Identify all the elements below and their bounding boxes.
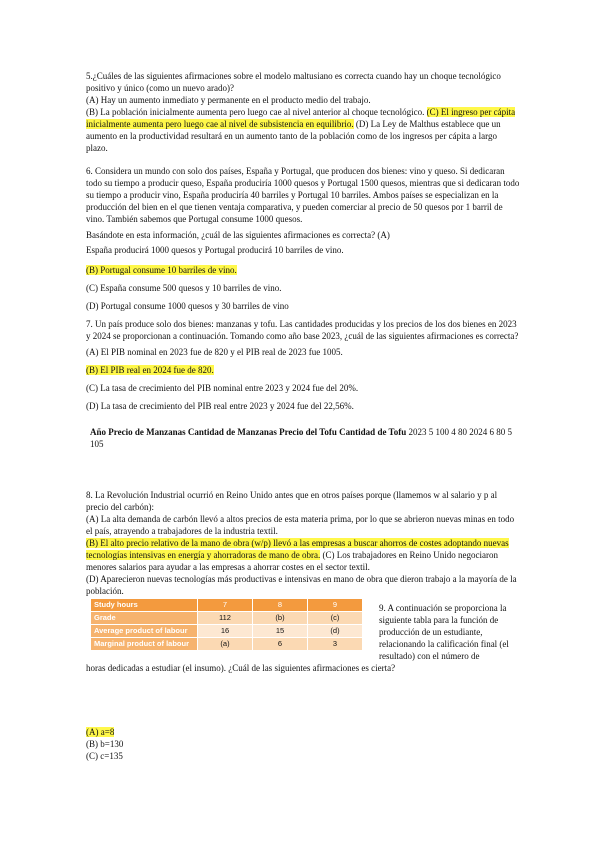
table-row-label: Study hours [91,599,198,612]
question-5-option-b: (B) La población inicialmente aumenta pero luego cae al nivel anterior al choque tecnológico. [86,107,425,117]
table-row-label: Marginal product of labour [91,638,198,651]
question-9-stem-continued-wrapper [86,662,520,674]
question-6 [86,165,520,312]
table-cell: 16 [198,625,253,638]
question-8 [86,489,520,597]
table-row-label: Grade [91,612,198,625]
question-5-option-d: (D) La Ley de Malthus establece que un aumento en la productividad resultará en un aumento tanto de la población como de los ingresos per cápita a largo plazo. [86,119,501,153]
question-6-option-a: España producirá 1000 quesos y Portugal producirá 10 barriles de vino. [86,245,344,255]
question-9-stem-continued: horas dedicadas a estudiar (el insumo). ¿Cuál de las siguientes afirmaciones es cierta? [86,663,396,673]
question-7-table-text [86,426,520,450]
table-cell: (c) [308,612,363,625]
question-9-options [86,726,520,762]
table-row-label: Average product of labour [91,625,198,638]
question-9-stem: 9. A continuación se proporciona la siguiente tabla para la función de producción de un estudiante, relacionando la calificación final (el resultado) con el número de [379,603,509,661]
question-6-option-d: (D) Portugal consume 1000 quesos y 30 barriles de vino [86,301,289,311]
question-6-stem: 6. Considera un mundo con solo dos países, España y Portugal, que producen dos bienes: vino y queso. Si dedicaran todo su tiempo a producir queso, España produciría 1000 quesos y Portugal 1500 quesos, mientras que si dedicaran todo su tiempo a producir vino, España produciría 40 barriles y Portugal 10 barriles. Ambos países se especializan en la producción del bien en el que tienen ventaja comparativa, y pueden comerciar al precio de 50 quesos por 1 barril de vino. También sabemos que Portugal consume 1000 quesos. [86,166,520,224]
question-7-table-values: 2023 5 100 4 80 2024 6 80 5 105 [90,427,512,449]
question-7-table-header: Año Precio de Manzanas Cantidad de Manzanas Precio del Tofu Cantidad de Tofu [90,427,407,437]
table-cell: 9 [308,599,363,612]
table-cell: 3 [308,638,363,651]
table-cell: 8 [253,599,308,612]
table-cell: 112 [198,612,253,625]
question-6-prompt: Basándote en esta información, ¿cuál de las siguientes afirmaciones es correcta? (A) [86,230,390,240]
question-5-option-c-highlighted: (C) El ingreso per cápita inicialmente aumenta pero luego cae al nivel de subsistencia en equilibrio. [86,107,516,129]
question-5-option-a: (A) Hay un aumento inmediato y permanente en el producto medio del trabajo. [86,95,371,105]
question-5 [86,70,520,154]
table-cell: (d) [308,625,363,638]
question-5-options-bcd [86,106,520,154]
table-cell: 15 [253,625,308,638]
question-9-table-wrapper [90,598,363,651]
question-8-stem: 8. La Revolución Industrial ocurrió en Reino Unido antes que en otros países porque (llamemos w al salario y p al precio del carbón): [86,490,498,512]
question-7-option-a: (A) El PIB nominal en 2023 fue de 820 y el PIB real de 2023 fue 1005. [86,347,343,357]
table-row [91,638,363,651]
question-9-option-a-highlighted: (A) a=8 [86,727,115,737]
table-row [91,625,363,638]
question-8-option-a: (A) La alta demanda de carbón llevó a altos precios de esta materia prima, por lo que se abrieron nuevas minas en todo el país, atrayendo a trabajadores de la industria textil. [86,514,515,536]
question-9-side-text [379,602,521,662]
table-row [91,599,363,612]
question-7-option-b-highlighted: (B) El PIB real en 2024 fue de 820. [86,365,214,375]
table-cell: (b) [253,612,308,625]
table-cell: (a) [198,638,253,651]
question-7-option-c: (C) La tasa de crecimiento del PIB nominal entre 2023 y 2024 fue del 20%. [86,383,359,393]
question-5-stem: 5.¿Cuáles de las siguientes afirmaciones sobre el modelo maltusiano es correcta cuando hay un choque tecnológico positivo y único (como un nuevo arado)? [86,71,501,93]
question-7 [86,318,520,450]
question-8-option-b-highlighted: (B) El alto precio relativo de la mano de obra (w/p) llevó a las empresas a buscar ahorros de costes adoptando nuevas tecnologías intensivas en energía y ahorradoras de mano de obra. [86,538,509,560]
table-row [91,612,363,625]
table-cell: 7 [198,599,253,612]
question-9-option-b: (B) b=130 [86,739,124,749]
question-7-option-d: (D) La tasa de crecimiento del PIB real entre 2023 y 2024 fue del 22,56%. [86,401,354,411]
question-7-stem: 7. Un país produce solo dos bienes: manzanas y tofu. Las cantidades producidas y los precios de los dos bienes en 2023 y 2024 se proporcionan a continuación. Tomando como año base 2023, ¿cuál de las siguientes afirmaciones es correcta? [86,319,519,341]
table-cell: 6 [253,638,308,651]
study-hours-table [90,598,363,651]
question-8-option-d: (D) Aparecieron nuevas tecnologías más productivas e intensivas en mano de obra que dieron trabajo a la mayoría de la población. [86,574,517,596]
question-6-option-c: (C) España consume 500 quesos y 10 barriles de vino. [86,283,282,293]
question-6-option-b-highlighted: (B) Portugal consume 10 barriles de vino. [86,265,237,275]
question-9-option-c: (C) c=135 [86,751,123,761]
question-8-option-c: (C) Los trabajadores en Reino Unido negociaron menores salarios para ayudar a las empresas a ahorrar costes en el sector textil. [86,550,498,572]
